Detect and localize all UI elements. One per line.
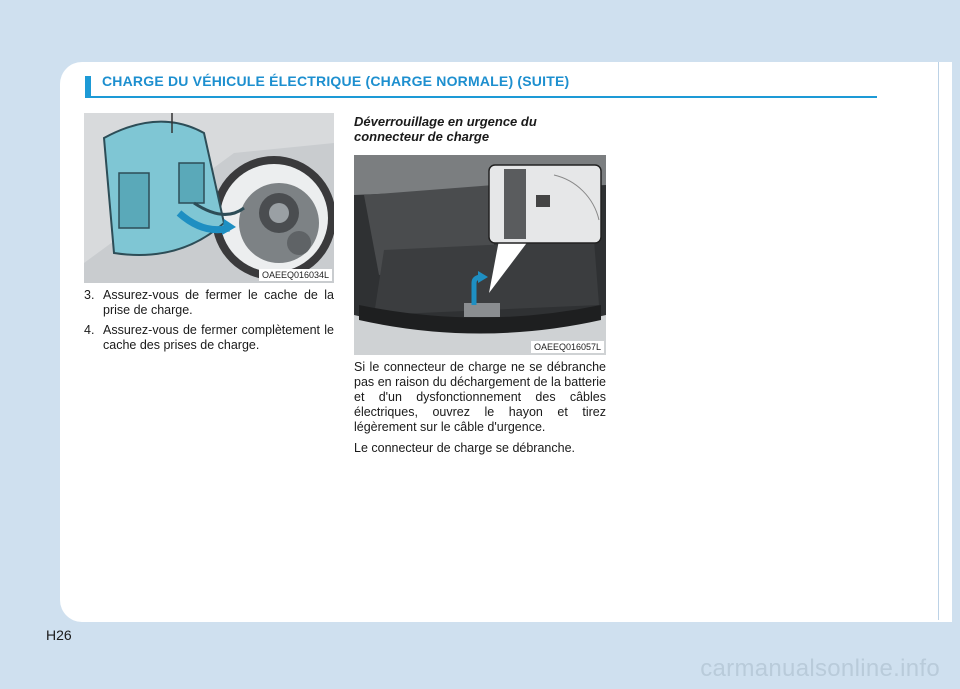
paragraph: Si le connecteur de charge ne se débranche pas en raison du déchargement de la batterie et d'un dysfonctionnement des câbles électriques, ouvrez le hayon et tirez légèrement sur le câble d'urgence. — [354, 360, 606, 434]
title-underline — [85, 96, 877, 98]
section-title: CHARGE DU VÉHICULE ÉLECTRIQUE (CHARGE NORMALE) (SUITE) — [102, 73, 570, 89]
list-item — [84, 323, 334, 353]
trunk-figure — [354, 155, 606, 355]
steps-column — [84, 288, 334, 358]
step-text: Assurez-vous de fermer complètement le cache des prises de charge. — [103, 323, 334, 352]
trunk-emergency-cable-illustration — [354, 155, 606, 355]
steps-list — [84, 288, 334, 353]
charge-port-cover-illustration — [84, 113, 334, 283]
emergency-release-heading: Déverrouillage en urgence du connecteur de charge — [354, 114, 537, 144]
watermark: carmanualsonline.info — [700, 655, 940, 682]
margin-rule — [938, 62, 939, 620]
step-number: 3. — [84, 288, 95, 302]
paragraph: Le connecteur de charge se débranche. — [354, 441, 575, 455]
emergency-release-text — [354, 360, 606, 462]
charge-port-figure — [84, 113, 334, 283]
page-number: H26 — [46, 627, 72, 643]
title-accent-bar — [85, 76, 91, 96]
step-number: 4. — [84, 323, 95, 337]
figure-code: OAEEQ016034L — [259, 269, 332, 281]
step-text: Assurez-vous de fermer le cache de la prise de charge. — [103, 288, 334, 317]
figure-code: OAEEQ016057L — [531, 341, 604, 353]
list-item — [84, 288, 334, 318]
